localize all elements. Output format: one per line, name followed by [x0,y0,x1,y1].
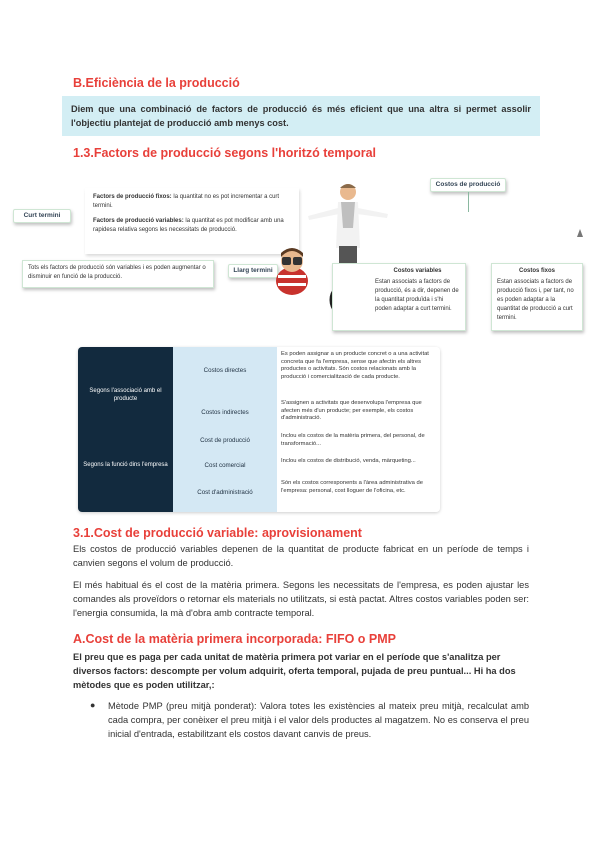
table-label-column [173,347,277,512]
connector-line [468,192,469,212]
table-row-desc: Inclou els costos de la matèria primera, del personal, de transformació... [281,433,425,447]
table-group-2: Segons la funció dins l'empresa [83,462,168,468]
table-row-desc: Inclou els costos de distribució, venda, màrqueting... [281,458,416,464]
table-group-column [78,347,173,512]
costos-fixos-box [491,263,583,331]
fixos-title: Factors de producció fixos: [93,194,172,200]
section-b-title: B.Eficiència de la producció [73,76,240,90]
section-31-p2: El més habitual és el cost de la matèria primera. Segons les necessitats de l'empresa, es poden ajustar les comandes als proveïdors o retornar els materials no utilitzats, si està pactat. Altres costos variables poden ser: l'energia consumida, la mà d'obra amb contracte temporal. [73,580,529,618]
llarg-termini-label: Llarg termini [228,264,278,278]
costos-produccio-label: Costos de producció [430,178,506,192]
table-row-desc: Es poden assignar a un producte concret o a una activitat concreta que fa l'empresa, sense que afectin els altres productes o activitats. Són costos relacionats amb la producció i comercialització de cada producte. [281,351,429,380]
section-31-title: 3.1.Cost de producció variable: aprovisionament [73,526,362,540]
llarg-text: Tots els factors de producció són variables i es poden augmentar o disminuir en funció de la producció. [28,265,206,280]
costos-fixos-title: Costos fixos [518,268,555,274]
arrow-icon [576,228,584,238]
section-b-intro: Diem que una combinació de factors de producció és més eficient que una altra si permet assolir l'objectiu plantejat de producció amb menys cost. [62,96,540,136]
table-row-label: Costos directes [203,367,247,374]
curt-termini-box [85,188,299,254]
costos-variables-title: Costos variables [393,268,442,274]
table-group-1: Segons l'associació amb el producte [89,388,162,402]
table-row-desc: Són els costos corresponents a l'àrea administrativa de l'empresa: personal, cost lloguer de l'oficina, etc. [281,480,423,494]
costos-fixos-text: Estan associats a factors de producció fixos i, per tant, no es poden adaptar a la quantitat de producció a curt termini. [497,279,574,321]
costos-variables-box [332,263,466,331]
section-a-title: A.Cost de la matèria primera incorporada: FIFO o PMP [73,632,396,646]
llarg-termini-box [22,260,214,288]
table-row-label: Costos indirectes [201,409,249,416]
table-row-label: Cost de producció [200,437,250,444]
section-31-p1: Els costos de producció variables depenen de la quantitat de producte fabricat en un període de temps i canvien segons el volum de producció. [73,544,529,568]
bullet-pmp-text: Mètode PMP (preu mitjà ponderat): Valora totes les existències al mateix preu mitjà, recalculat amb cada compra, per conèixer el preu mitjà i el valor dels productes al magatzem. No es conserva el preu inicial d'entrada, estabilitzant els costos davant canvis de preus. [108,701,529,739]
table-desc-column [277,347,440,512]
bullet-icon: ● [90,700,96,710]
variables-text: la quantitat es pot modificar amb una rapidesa relativa segons les necessitats de producció. [93,218,284,233]
costs-table [78,347,440,512]
section-13-title: 1.3.Factors de producció segons l'horitzó temporal [73,146,377,160]
section-a-intro: El preu que es paga per cada unitat de matèria primera pot variar en el període que s'analitza per diversos factors: descompte per volum adquirit, oferta temporal, pujada de preu puntual... Hi ha dos mètodes que es poden utilitzar,: [73,652,516,690]
fixos-text: la quantitat no es pot incrementar a curt termini. [93,194,280,209]
table-row-label: Cost comercial [204,462,246,469]
curt-termini-label: Curt termini [13,209,71,223]
table-row-desc: S'assignen a activitats que desenvolupa l'empresa que afecten més d'un producte; per exemple, els costos d'administració. [281,400,422,422]
costos-variables-text: Estan associats a factors de producció, és a dir, depenen de la quantitat produïda i s'hi poden adaptar a curt termini. [375,279,459,312]
table-row-label: Cost d'administració [197,489,253,496]
variables-title: Factors de producció variables: [93,218,184,224]
